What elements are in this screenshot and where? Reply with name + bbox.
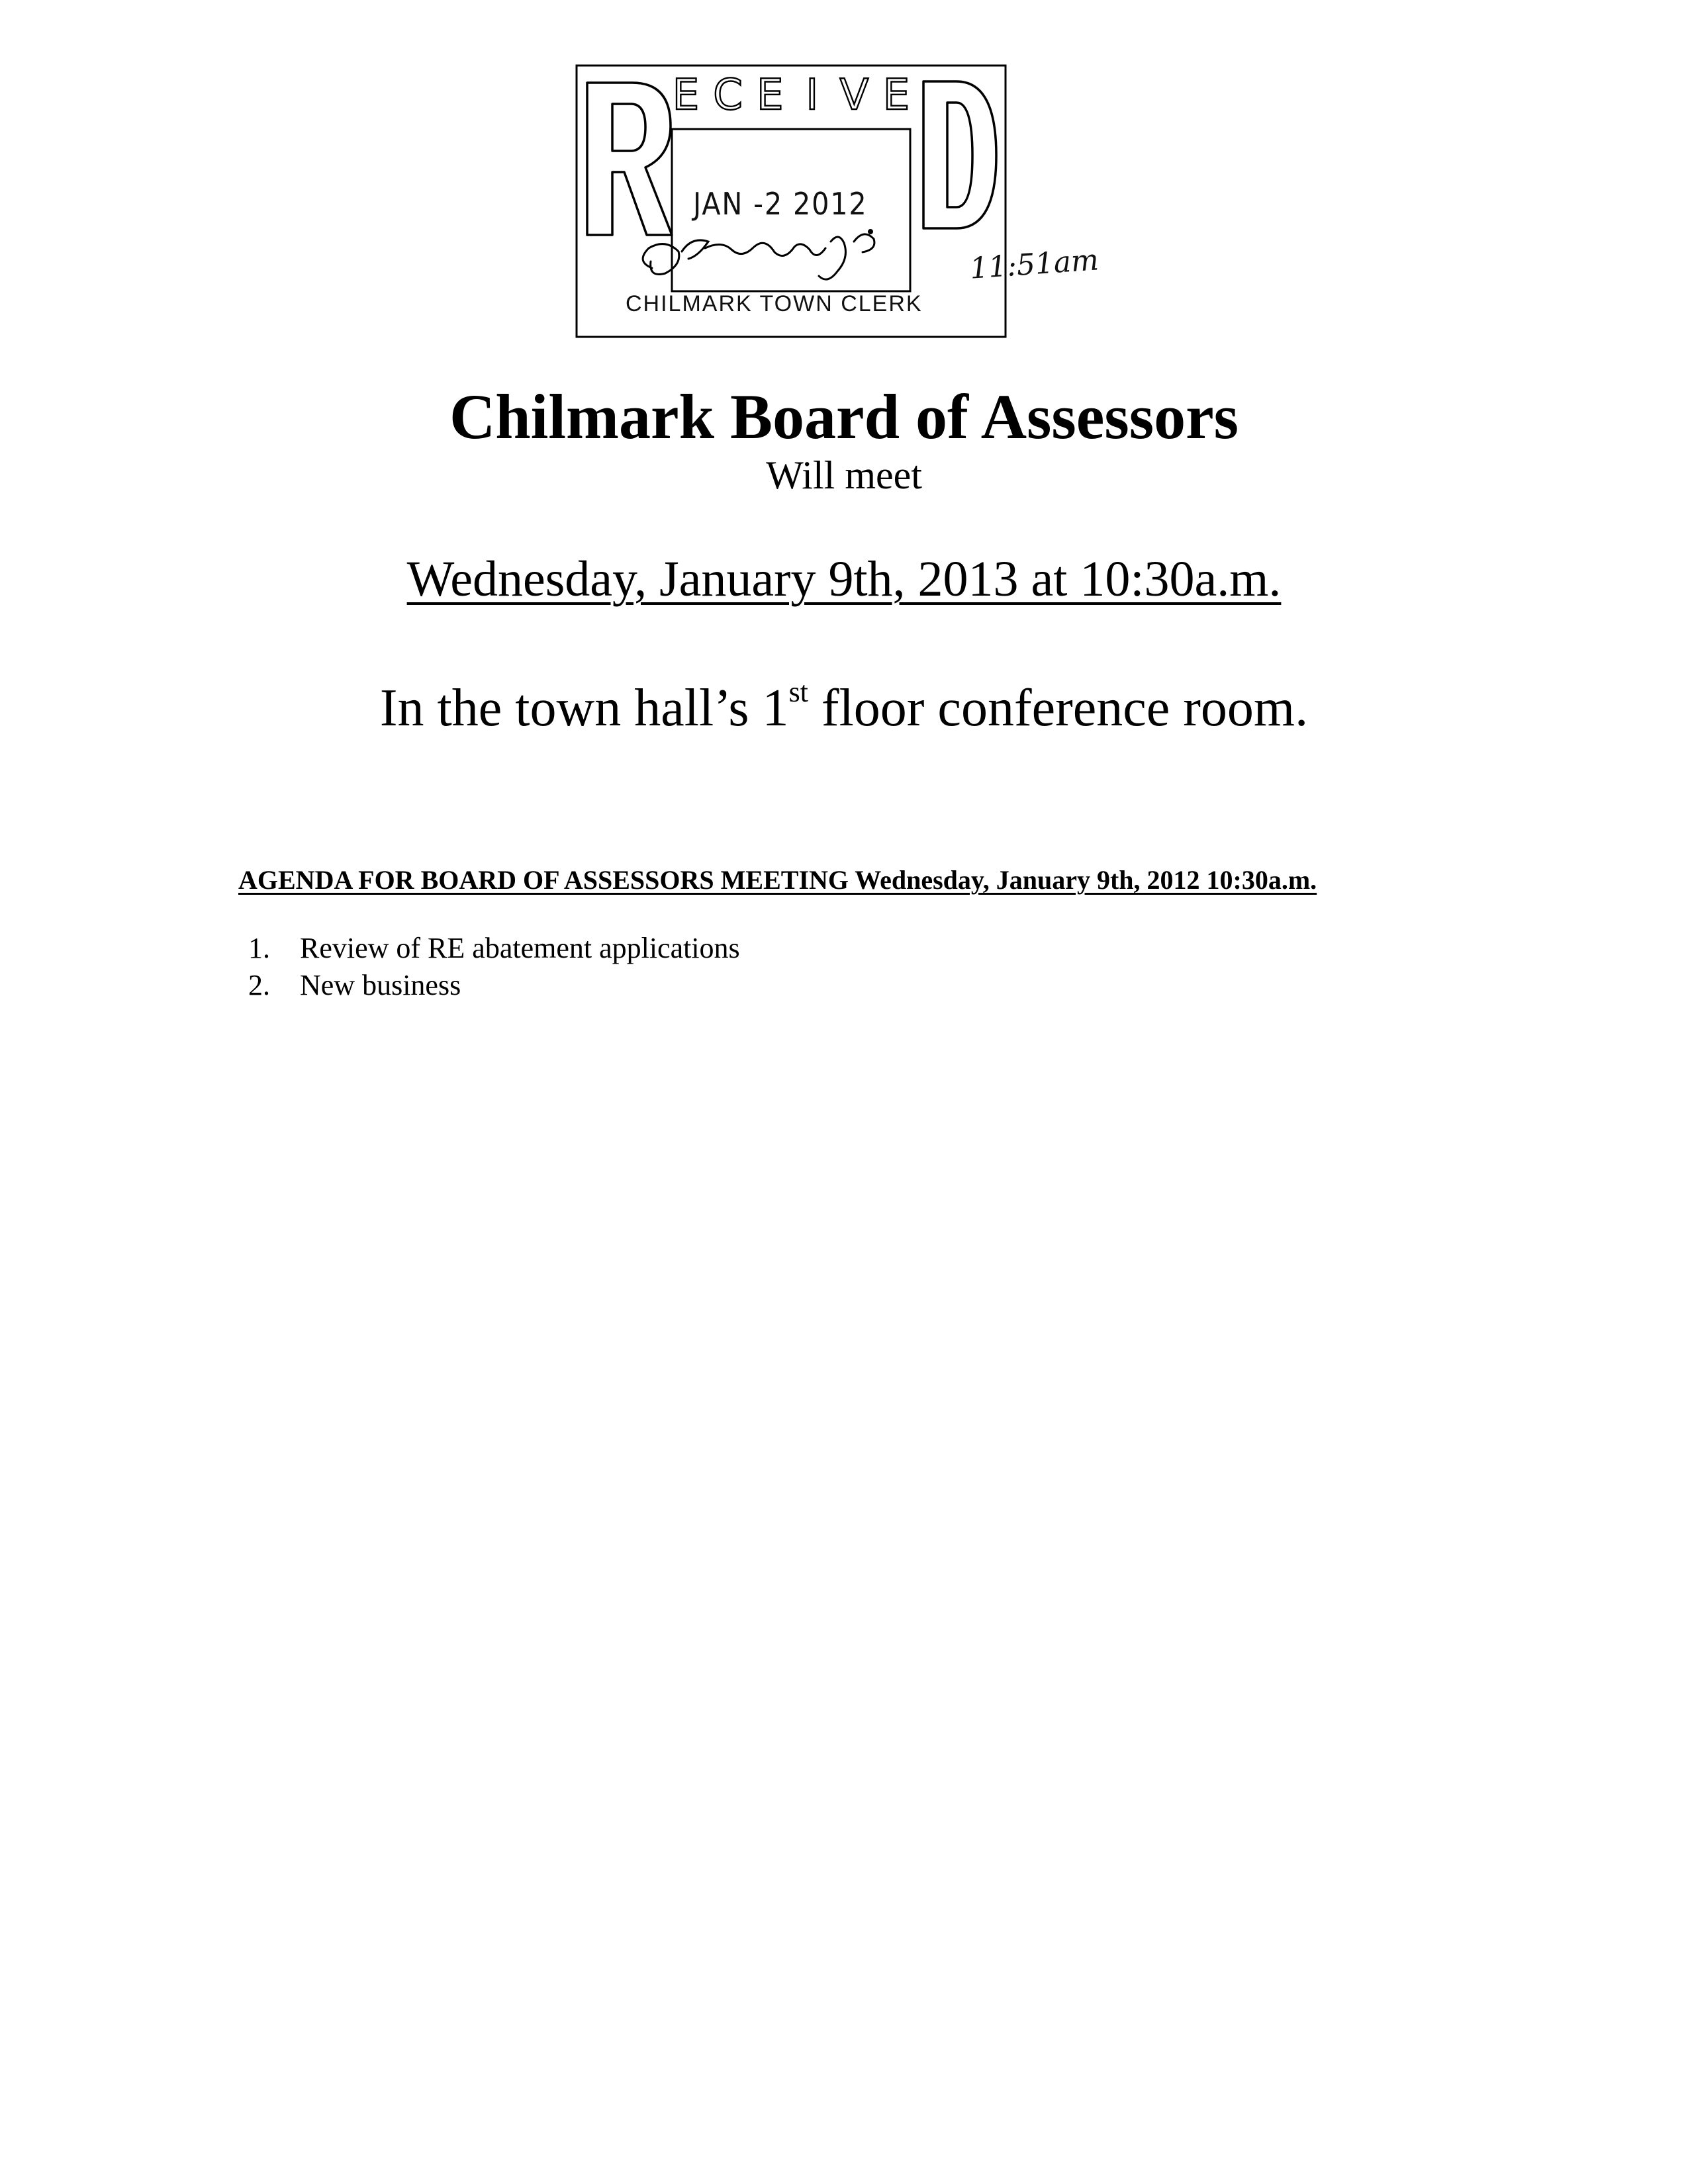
stamp-received-word	[669, 72, 914, 118]
meeting-location	[0, 675, 1688, 741]
stamp-letter: E	[672, 71, 700, 120]
stamp-letter: V	[839, 71, 869, 120]
meeting-date-text: Wednesday, January 9th, 2013 at 10:30a.m.	[406, 551, 1282, 607]
location-text-start: In the town hall’s 1	[379, 679, 789, 737]
location-superscript: st	[788, 676, 808, 708]
agenda-item-number: 2.	[248, 969, 270, 1001]
page-title: Chilmark Board of Assessors	[449, 381, 1239, 452]
agenda-list	[248, 930, 740, 1004]
received-stamp	[573, 63, 1009, 341]
stamp-letter: C	[713, 71, 743, 120]
stamp-date: JAN -2 2012	[693, 186, 868, 222]
agenda-item	[248, 930, 740, 967]
meeting-date	[0, 549, 1688, 609]
stamp-letter: E	[882, 71, 910, 120]
agenda-item-text: Review of RE abatement applications	[300, 932, 740, 964]
agenda-item-number: 1.	[248, 932, 270, 964]
stamp-letter: E	[756, 71, 784, 120]
handwritten-time: 11:51am	[968, 243, 1100, 286]
agenda-item-text: New business	[300, 969, 461, 1001]
page-subtitle: Will meet	[766, 453, 922, 497]
signature-icon	[643, 234, 874, 279]
stamp-letter: I	[806, 71, 819, 120]
location-text-end: floor conference room.	[808, 679, 1309, 737]
stamp-clerk-label: CHILMARK TOWN CLERK	[626, 291, 923, 316]
agenda-heading: AGENDA FOR BOARD OF ASSESSORS MEETING Wednesday, January 9th, 2012 10:30a.m.	[238, 865, 1317, 895]
stamp-d-letter-icon	[923, 81, 996, 228]
agenda-item	[248, 967, 740, 1004]
stamp-r-letter-icon	[587, 83, 672, 235]
